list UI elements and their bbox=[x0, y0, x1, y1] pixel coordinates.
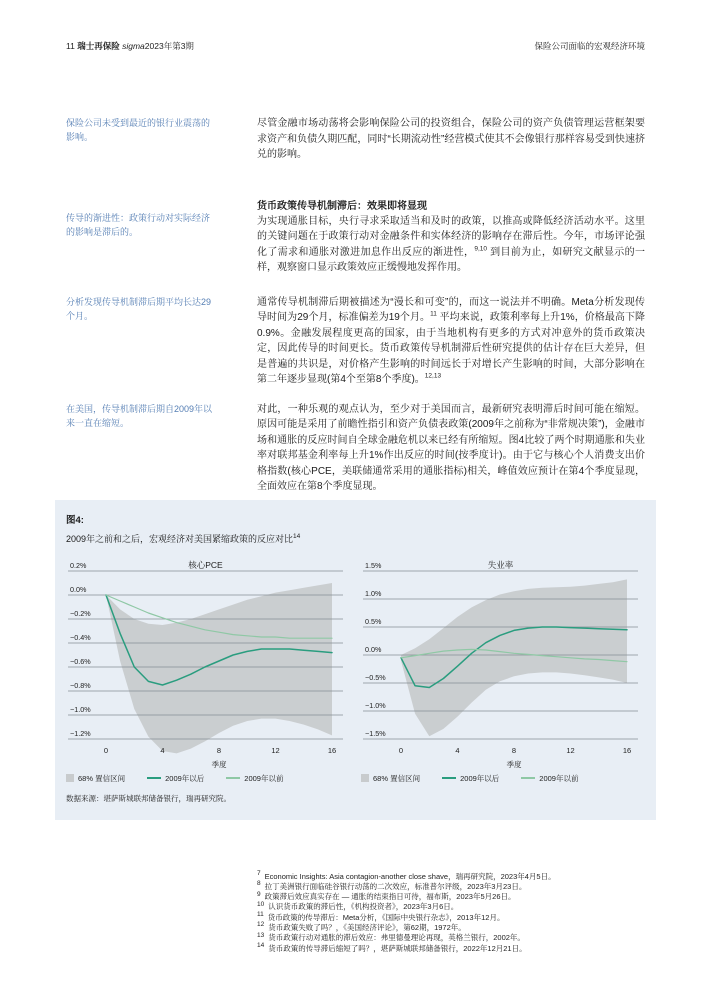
svg-text:−0.6%: −0.6% bbox=[70, 656, 91, 666]
svg-text:1.5%: 1.5% bbox=[365, 560, 382, 570]
svg-text:0.0%: 0.0% bbox=[70, 584, 87, 594]
svg-text:季度: 季度 bbox=[211, 759, 227, 769]
svg-text:8: 8 bbox=[216, 745, 222, 755]
svg-text:−1.0%: −1.0% bbox=[365, 700, 386, 710]
svg-text:0.0%: 0.0% bbox=[365, 644, 382, 654]
svg-text:16: 16 bbox=[622, 745, 632, 755]
legend-item-post-2009: 2009年以后 bbox=[442, 773, 499, 784]
svg-text:0: 0 bbox=[103, 745, 109, 755]
section-bank-turmoil bbox=[66, 116, 645, 163]
svg-text:0: 0 bbox=[398, 745, 404, 755]
legend-item-confidence-band: 68% 置信区间 bbox=[66, 773, 125, 784]
svg-text:季度: 季度 bbox=[506, 759, 522, 769]
svg-text:−0.4%: −0.4% bbox=[70, 632, 91, 642]
chart-core-pce bbox=[66, 557, 347, 784]
figure-4-panel bbox=[55, 500, 656, 820]
svg-text:0.5%: 0.5% bbox=[365, 616, 382, 626]
header-left bbox=[66, 40, 194, 52]
margin-note: 保险公司未受到最近的银行业震荡的影响。 bbox=[66, 118, 211, 142]
journal-name: sigma bbox=[122, 41, 145, 51]
chart-unemployment bbox=[361, 557, 642, 784]
svg-text:0.2%: 0.2% bbox=[70, 560, 87, 570]
legend-item-confidence-band: 68% 置信区间 bbox=[361, 773, 420, 784]
section-transmission-lag bbox=[66, 199, 645, 276]
page-header bbox=[66, 40, 645, 52]
svg-text:失业率: 失业率 bbox=[487, 559, 514, 570]
pre-2009-line-icon bbox=[521, 777, 535, 779]
footnote: $^7$ Economic Insights: Asia contagion-another close shave，瑞再研究院，2023年4月5日。 bbox=[257, 870, 556, 881]
post-2009-line-icon bbox=[147, 777, 161, 779]
paragraph: 对此，一种乐观的观点认为，至少对于美国而言，最新研究表明滞后时间可能在缩短。原因可能是采用了前瞻性指引和资产负债表政策(2009年之前称为“非常规决策”)，金融市场和通胀的反应时间自全球金融危机以来已经有所缩短。图4比较了两个时期通胀和失业率对联邦基金利率每上升1%作出反应的时间(按季度计)。由于它与核心个人消费支出价格指数(核心PCE，美联储通常采用的通胀指标)相关，峰值效应预计在第4个季度显现，全面效应在第8个季度显现。 bbox=[257, 403, 645, 492]
paragraph: 尽管金融市场动荡将会影响保险公司的投资组合，保险公司的资产负债管理运营框架要求资产和负债久期匹配，同时“长期流动性”经营模式使其不会像银行那样容易受到快速挤兑的影响。 bbox=[257, 118, 645, 160]
legend-item-pre-2009: 2009年以前 bbox=[521, 773, 578, 784]
figure-source: 数据来源：堪萨斯城联邦储备银行，瑞再研究院。 bbox=[66, 793, 231, 803]
footnote: $^9$ 政策滞后效应真实存在 — 通胀的结束指日可待，福布斯，2023年5月26日。 bbox=[257, 890, 516, 902]
footnote: $^{13}$ 货币政策行动对通胀的滞后效应：弗里德曼理论再现，英格兰银行，2002年。 bbox=[257, 931, 525, 943]
footnote: $^{12}$ 货币政策失败了吗？，《美国经济评论》，第62期，1972年。 bbox=[257, 921, 466, 932]
chart-core-pce-plot bbox=[66, 557, 347, 769]
band-swatch-icon bbox=[66, 774, 74, 782]
header-chapter-title: 保险公司面临的宏观经济环境 bbox=[534, 41, 645, 51]
footnote: $^{14}$ 货币政策的传导滞后缩短了吗？，堪萨斯城联邦储备银行，2022年12月21日。 bbox=[257, 942, 527, 953]
footnotes-list bbox=[257, 872, 645, 954]
svg-text:核心PCE: 核心PCE bbox=[188, 559, 223, 570]
svg-text:−0.5%: −0.5% bbox=[365, 672, 386, 682]
paragraph: 通常传导机制滞后期被描述为“漫长和可变”的，而这一说法并不明确。Meta分析发现传导时间为29个月，标准偏差为19个月。$^{11}$ 平均来说，政策利率每上升1%，价格最高下降0.9%。金融发展程度更高的国家，由于当地机构有更多的方式对冲意外的货币政策决定，因此传导的时间更长。货币政策传导机制滞后性研究提供的估计存在巨大差异，但是普遍的共识是，对价格产生影响的时间远长于对增长产生影响的时间，大部分影响在第二年逐步显现(第4个至第8个季度)。$^{12,13}$ bbox=[257, 296, 645, 385]
svg-text:1.0%: 1.0% bbox=[365, 588, 382, 598]
svg-text:12: 12 bbox=[271, 745, 280, 755]
svg-text:12: 12 bbox=[566, 745, 575, 755]
section-us-lag-shortening bbox=[66, 402, 645, 495]
post-2009-line-icon bbox=[442, 777, 456, 779]
svg-text:8: 8 bbox=[511, 745, 517, 755]
svg-text:−0.8%: −0.8% bbox=[70, 680, 91, 690]
brand-name: 瑞士再保险 bbox=[77, 41, 120, 51]
svg-text:4: 4 bbox=[455, 745, 460, 755]
footnote: $^{10}$ 认识货币政策的滞后性，《机构投资者》，2023年3月6日。 bbox=[257, 900, 459, 912]
figure-label: 图4: bbox=[66, 514, 84, 526]
svg-text:4: 4 bbox=[160, 745, 165, 755]
page-number: 11 bbox=[66, 41, 75, 51]
figure-caption-footnote-ref: 14 bbox=[293, 532, 301, 540]
margin-note: 分析发现传导机制滞后期平均长达29个月。 bbox=[66, 296, 212, 321]
svg-text:−1.0%: −1.0% bbox=[70, 704, 91, 714]
issue-label: 2023年第3期 bbox=[144, 41, 194, 51]
figure-charts bbox=[66, 557, 645, 784]
pre-2009-line-icon bbox=[226, 777, 240, 779]
chart-unemployment-plot bbox=[361, 557, 642, 769]
paragraph: 为实现通胀目标，央行寻求采取适当和及时的政策，以推高或降低经济活动水平。这里的关键问题在于政策行动对金融条件和实体经济的影响存在滞后性。今年，市场评论强化了需求和通胀对激进加息作出反应的渐进性，$^{9,10}$ 到目前为止，如研究文献显示的一样，观察窗口显示政策效应正缓慢地发挥作用。 bbox=[257, 215, 645, 273]
svg-text:16: 16 bbox=[327, 745, 337, 755]
footnote: $^{11}$ 货币政策的传导滞后：Meta分析，《国际中央银行杂志》，2013年12月。 bbox=[257, 911, 505, 922]
figure-caption: 2009年之前和之后，宏观经济对美国紧缩政策的反应对比$^{14}$ bbox=[66, 532, 301, 544]
svg-text:−1.2%: −1.2% bbox=[70, 728, 91, 738]
svg-text:−0.2%: −0.2% bbox=[70, 608, 91, 618]
legend-item-post-2009: 2009年以后 bbox=[147, 773, 204, 784]
margin-note: 在美国，传导机制滞后期自2009年以来一直在缩短。 bbox=[66, 403, 213, 428]
section-heading: 货币政策传导机制滞后：效果即将显现 bbox=[257, 200, 427, 212]
section-meta-analysis bbox=[66, 295, 645, 388]
chart-legend bbox=[361, 773, 642, 784]
chart-legend bbox=[66, 773, 347, 784]
band-swatch-icon bbox=[361, 774, 369, 782]
footnote: $^8$ 拉丁美洲银行面临硅谷银行动荡的二次效应，标准普尔评级，2023年3月23日。 bbox=[257, 880, 527, 891]
legend-item-pre-2009: 2009年以前 bbox=[226, 773, 283, 784]
margin-note: 传导的渐进性：政策行动对实际经济的影响是滞后的。 bbox=[66, 212, 211, 237]
svg-text:−1.5%: −1.5% bbox=[365, 728, 386, 738]
